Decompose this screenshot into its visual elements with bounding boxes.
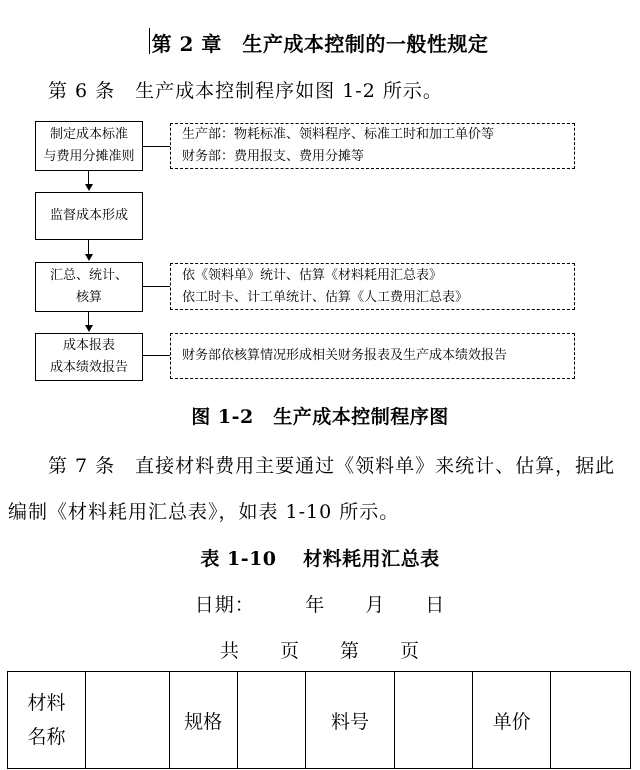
page-count-line: 共 页 第 页 bbox=[219, 640, 420, 662]
table-header-cell bbox=[237, 672, 305, 769]
flow-step-line: 制定成本标准 bbox=[49, 127, 128, 142]
flow-step-line: 成本绩效报告 bbox=[49, 360, 128, 375]
figure-caption: 图 1-2 生产成本控制程序图 bbox=[191, 406, 449, 428]
flow-note-line: 生产部：物耗标准、领料程序、标准工时和加工单价等 bbox=[182, 127, 495, 142]
flow-note-line: 财务部：费用报支、费用分摊等 bbox=[182, 149, 365, 164]
header-material-name-line: 名称 bbox=[27, 726, 66, 748]
arrow-down-icon bbox=[85, 184, 93, 191]
flow-arrow-line bbox=[88, 311, 89, 326]
table-header-cell: 规格 bbox=[169, 672, 237, 769]
arrow-down-icon bbox=[85, 254, 93, 261]
date-line: 日期： 年 月 日 bbox=[194, 594, 446, 616]
flow-step-line: 监督成本形成 bbox=[49, 208, 128, 223]
table-header-cell: 单价 bbox=[473, 672, 551, 769]
flow-step-line: 核算 bbox=[75, 290, 102, 305]
arrow-down-icon bbox=[85, 325, 93, 332]
flow-step-line: 与费用分摊准则 bbox=[43, 149, 135, 164]
table-caption: 表 1-10 材料耗用汇总表 bbox=[200, 548, 440, 570]
table-header-cell bbox=[85, 672, 169, 769]
flow-step-standards bbox=[35, 121, 143, 171]
flow-step-line: 成本报表 bbox=[62, 338, 115, 353]
flow-step-summarize bbox=[35, 262, 143, 312]
flow-note-summarize bbox=[170, 263, 575, 310]
flow-note-line: 依工时卡、计工单统计、估算《人工费用汇总表》 bbox=[182, 289, 469, 305]
flow-note-line: 财务部依核算情况形成相关财务报表及生产成本绩效报告 bbox=[182, 348, 508, 363]
article-6-text: 第 6 条 生产成本控制程序如图 1-2 所示。 bbox=[48, 80, 443, 102]
flow-step-report bbox=[35, 333, 143, 381]
table-header-cell bbox=[8, 672, 86, 769]
table-header-row bbox=[8, 672, 631, 769]
table-header-cell bbox=[395, 672, 473, 769]
flow-step-line: 汇总、统计、 bbox=[49, 268, 128, 283]
flow-arrow-line bbox=[88, 170, 89, 185]
chapter-title: 第 2 章 生产成本控制的一般性规定 bbox=[151, 32, 489, 56]
material-usage-table bbox=[7, 671, 631, 769]
flow-note-report bbox=[170, 333, 575, 379]
flow-connector bbox=[142, 355, 170, 356]
header-material-name-line: 材料 bbox=[27, 692, 66, 714]
article-7-line-1: 第 7 条 直接材料费用主要通过《领料单》来统计、估算，据此 bbox=[48, 455, 616, 477]
table-header-cell: 料号 bbox=[305, 672, 395, 769]
flow-note-standards bbox=[170, 123, 575, 169]
table-header-cell bbox=[551, 672, 631, 769]
flow-step-supervise bbox=[35, 192, 143, 240]
flow-note-line: 依《领料单》统计、估算《材料耗用汇总表》 bbox=[182, 267, 443, 283]
flow-arrow-line bbox=[88, 239, 89, 255]
article-7-line-2: 编制《材料耗用汇总表》，如表 1-10 所示。 bbox=[8, 501, 400, 523]
flow-connector bbox=[142, 286, 170, 287]
flow-connector bbox=[142, 146, 170, 147]
